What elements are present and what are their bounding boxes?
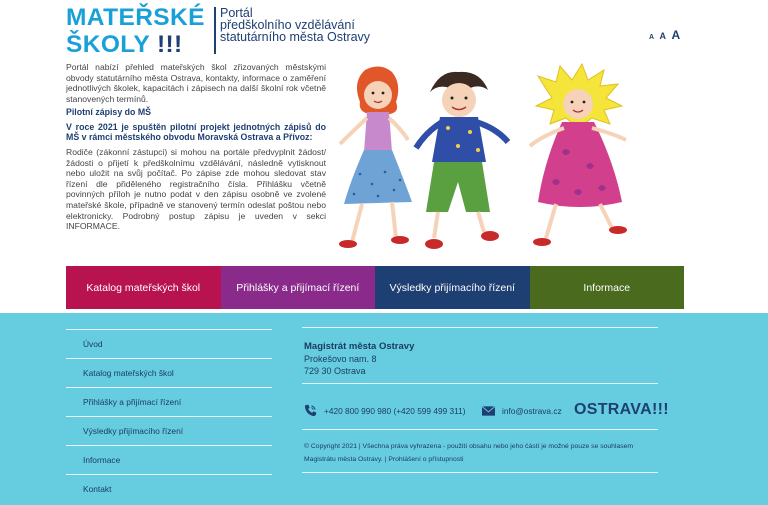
logo-bang: !!! [156,31,183,58]
font-size-small-button[interactable]: A [649,34,655,41]
email-link[interactable]: info@ostrava.cz [502,406,562,416]
footer-address [304,341,684,377]
phone-icon [304,404,317,417]
footer-nav-katalog[interactable]: Katalog mateřských škol [66,358,272,387]
tile-informace[interactable]: Informace [530,266,685,309]
logo-subtitle [220,7,390,43]
logo-divider [214,7,216,54]
intro-body: Rodiče (zákonní zástupci) si mohou na portále předvyplnit žádost/ žádosti o přijetí k předškolnímu vzdělávání, následně vytisknout nebo uložit na svůj počítač. Po zápise zde mohou sledovat stav řízení dle přiděleného registračního čísla. Přihlášku včetně povinných příloh je nutno podat v den zápisu osobně ve zvolené mateřské škole, případně ve stanovený termín odeslat poštou nebo elektronicky. Podrobný postup zápisu je uveden v sekci INFORMACE. [66,146,326,232]
footer-nav [66,329,272,503]
footer-divider [302,472,658,473]
phone-number[interactable]: +420 800 990 980 (+420 599 499 311) [324,406,466,416]
subtitle-line2: předškolního vzdělávání [220,18,355,32]
city: 729 30 Ostrava [304,366,366,376]
footer-nav-prihlasky[interactable]: Přihlášky a přijímací řízení [66,387,272,416]
boy-dark-hair-figure [416,72,508,249]
tile-prihlasky[interactable]: Přihlášky a přijímací řízení [221,266,376,309]
footer-contact-row [304,401,669,419]
tile-katalog[interactable]: Katalog mateřských škol [66,266,221,309]
tile-vysledky[interactable]: Výsledky přijímacího řízení [375,266,530,309]
copyright-line2[interactable]: Magistrátu města Ostravy. | Prohlášení o přístupnosti [304,455,464,463]
footer-divider [302,327,658,328]
copyright [304,441,664,466]
mail-icon [482,406,495,416]
org-name: Magistrát města Ostravy [304,341,415,352]
intro-section [66,62,326,234]
footer-nav-vysledky[interactable]: Výsledky přijímacího řízení [66,416,272,445]
logo-text [66,4,216,58]
footer [0,313,768,505]
font-size-switcher [649,26,681,44]
footer-nav-informace[interactable]: Informace [66,445,272,474]
font-size-large-button[interactable]: A [671,28,681,42]
subtitle-line1: Portál [220,6,253,20]
girl-yellow-hair-figure [530,64,627,246]
logo-line1: MATEŘSKÉ [66,4,205,31]
main-tiles [66,266,684,309]
logo-line2: ŠKOLY [66,31,150,58]
street: Prokešovo nam. 8 [304,354,377,364]
ostrava-brand-logo[interactable]: OSTRAVA!!! [574,401,669,418]
footer-nav-uvod[interactable]: Úvod [66,329,272,358]
footer-divider [302,383,658,384]
footer-divider [302,429,658,430]
copyright-line1: © Copyright 2021 | Všechna práva vyhrazena - použití obsahu nebo jeho částí je možné pouze se souhlasem [304,443,634,450]
intro-paragraph: Portál nabízí přehled mateřských škol zřizovaných městskými obvody statutárního města Ostrava, kontakty, informace o zaměření jednotlivých školek, kapacitách i zápisech na další školní rok včetně stanovených termínů. [66,62,326,104]
font-size-medium-button[interactable]: A [659,31,667,41]
subtitle-line3: statutárního města Ostravy [220,30,371,44]
children-illustration [330,62,660,262]
site-logo[interactable] [66,4,371,60]
intro-subheading: V roce 2021 je spuštěn pilotní projekt jednotných zápisů do MŠ v rámci městského obvodu Moravská Ostrava a Přívoz: [66,121,326,143]
girl-red-hair-figure [339,66,412,248]
footer-nav-kontakt[interactable]: Kontakt [66,474,272,503]
intro-heading: Pilotní zápisy do MŠ [66,107,152,118]
